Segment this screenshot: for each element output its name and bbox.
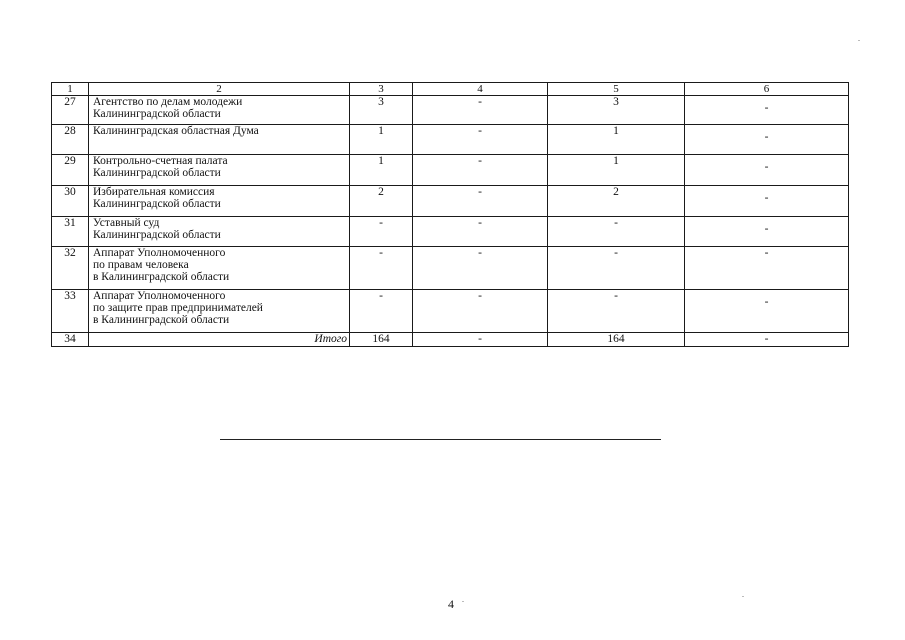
column-3-value: -: [350, 247, 413, 290]
total-column-6: -: [685, 333, 849, 347]
header-cell-1: 1: [52, 83, 89, 96]
table-row: [52, 217, 849, 247]
organization-name-line: в Калининградской области: [93, 314, 230, 326]
column-6-value: [685, 217, 849, 247]
column-4-value: -: [413, 247, 548, 290]
column-5-value: 2: [548, 186, 685, 217]
header-cell-6: 6: [685, 83, 849, 96]
table-row: [52, 186, 849, 217]
column-4-value: -: [413, 217, 548, 247]
page-number: 4: [448, 597, 454, 611]
column-6-text: -: [764, 192, 769, 204]
column-5-value: -: [548, 217, 685, 247]
row-number: 31: [52, 217, 89, 247]
row-number: 29: [52, 155, 89, 186]
organization-name: [89, 247, 350, 290]
column-4-value: -: [413, 290, 548, 333]
column-6-value: [685, 290, 849, 333]
organization-name-line: Калининградская областная Дума: [93, 125, 259, 137]
row-number: 34: [52, 333, 89, 347]
column-3-value: 1: [350, 155, 413, 186]
column-3-value: 2: [350, 186, 413, 217]
organization-name-line: Аппарат Уполномоченного: [93, 290, 226, 302]
table-row: [52, 290, 849, 333]
organization-name: [89, 155, 350, 186]
table-row: [52, 96, 849, 125]
row-number: 27: [52, 96, 89, 125]
organization-name-line: Калининградской области: [93, 108, 221, 120]
header-cell-5: 5: [548, 83, 685, 96]
column-6-value: [685, 96, 849, 125]
divider-line: [220, 439, 661, 440]
organization-name: [89, 217, 350, 247]
column-3-value: -: [350, 290, 413, 333]
organization-name-line: Контрольно-счетная палата: [93, 155, 228, 167]
organization-name-line: Уставный суд: [93, 217, 160, 229]
column-6-value: [685, 125, 849, 155]
column-5-value: 3: [548, 96, 685, 125]
column-4-value: -: [413, 125, 548, 155]
column-6-text: -: [764, 223, 769, 235]
column-6-value: [685, 155, 849, 186]
scan-speck: [742, 596, 744, 597]
organization-name: [89, 290, 350, 333]
column-6-value: [685, 186, 849, 217]
column-6-text: -: [764, 296, 769, 308]
organization-name: [89, 125, 350, 155]
organization-name-line: по правам человека: [93, 259, 189, 271]
scan-speck: [858, 40, 860, 41]
column-5-value: 1: [548, 155, 685, 186]
row-number: 33: [52, 290, 89, 333]
total-column-4: -: [413, 333, 548, 347]
row-number: 32: [52, 247, 89, 290]
column-3-value: 1: [350, 125, 413, 155]
row-number: 28: [52, 125, 89, 155]
organization-name-line: Избирательная комиссия: [93, 186, 215, 198]
column-5-value: -: [548, 247, 685, 290]
organization-name: [89, 186, 350, 217]
row-number: 30: [52, 186, 89, 217]
organization-name: [89, 96, 350, 125]
column-6-text: -: [764, 102, 769, 114]
organization-name-line: Калининградской области: [93, 167, 221, 179]
total-row: [52, 333, 849, 347]
column-6-text: -: [764, 161, 769, 173]
column-6-value: -: [685, 247, 849, 290]
staffing-table: [51, 82, 849, 347]
column-3-value: 3: [350, 96, 413, 125]
header-cell-3: 3: [350, 83, 413, 96]
total-label: Итого: [89, 333, 350, 347]
column-4-value: -: [413, 155, 548, 186]
scan-speck: [462, 601, 464, 602]
column-5-value: 1: [548, 125, 685, 155]
organization-name-line: Агентство по делам молодежи: [93, 96, 243, 108]
organization-name-line: Калининградской области: [93, 198, 221, 210]
column-4-value: -: [413, 186, 548, 217]
header-cell-4: 4: [413, 83, 548, 96]
table-row: [52, 125, 849, 155]
total-column-3: 164: [350, 333, 413, 347]
organization-name-line: Калининградской области: [93, 229, 221, 241]
table-row: [52, 247, 849, 290]
organization-name-line: по защите прав предпринимателей: [93, 302, 263, 314]
header-cell-2: 2: [89, 83, 350, 96]
organization-name-line: Аппарат Уполномоченного: [93, 247, 226, 259]
organization-name-line: в Калининградской области: [93, 271, 230, 283]
column-6-text: -: [764, 131, 769, 143]
column-5-value: -: [548, 290, 685, 333]
column-3-value: -: [350, 217, 413, 247]
total-column-5: 164: [548, 333, 685, 347]
table-row: [52, 155, 849, 186]
table-header-row: [52, 83, 849, 96]
column-4-value: -: [413, 96, 548, 125]
